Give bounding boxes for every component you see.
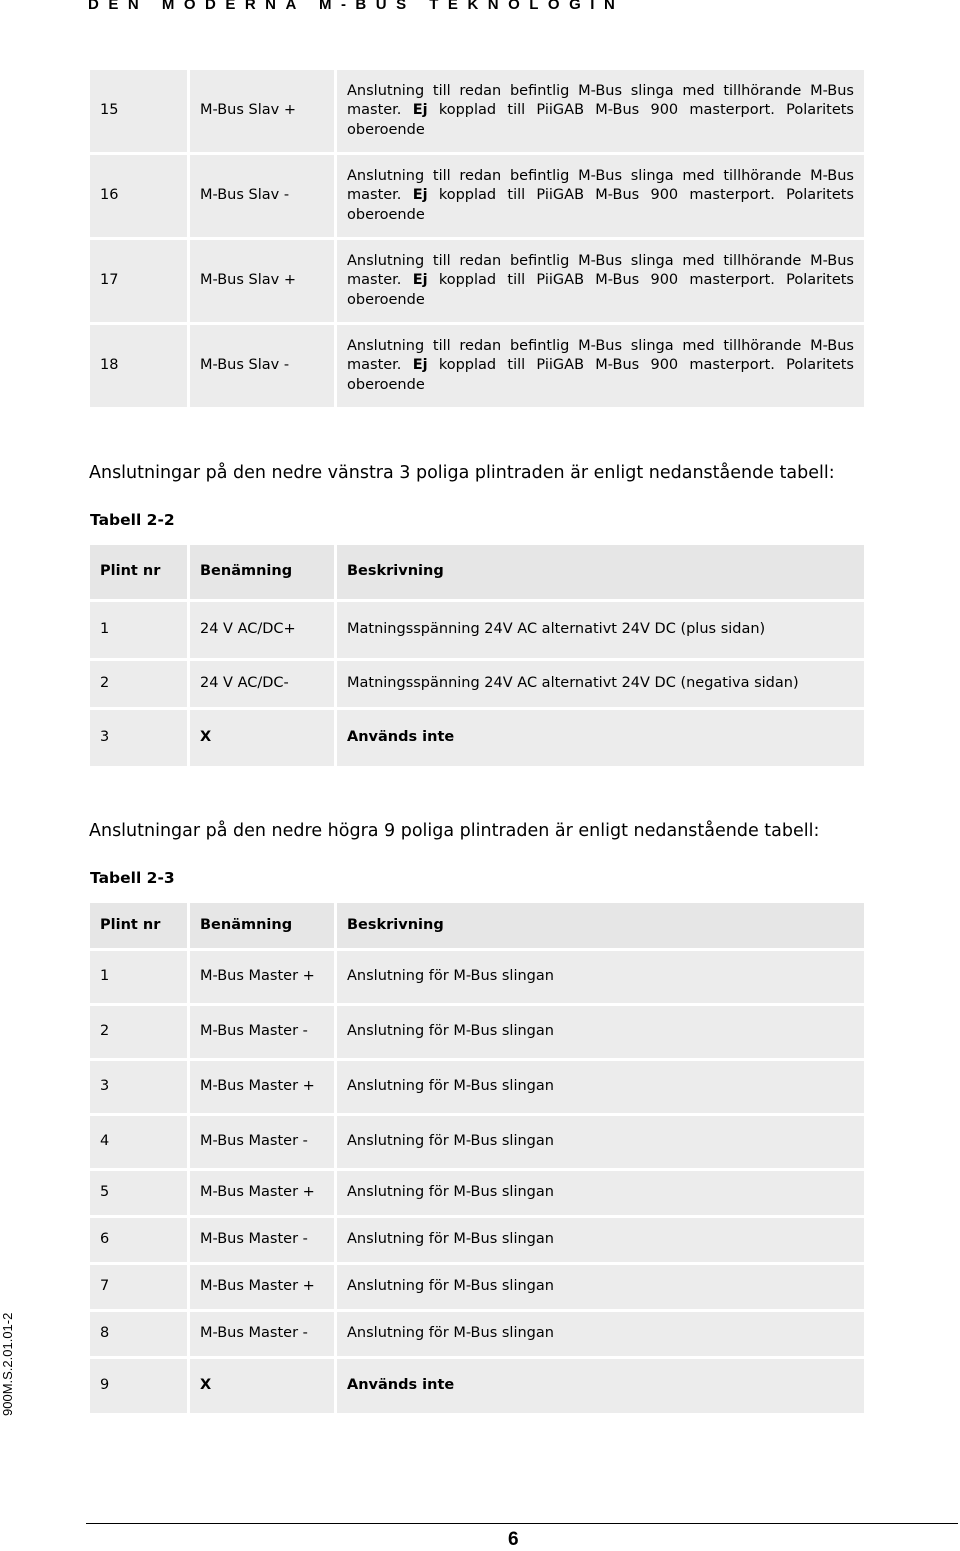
plint-nr: 5 bbox=[90, 1171, 187, 1215]
plint-description: Anslutning till redan befintlig M-Bus slinga med tillhörande M-Bus master. Ej kopplad till PiiGAB M-Bus 900 masterport. Polaritets oberoende bbox=[337, 155, 864, 237]
table-row bbox=[90, 710, 864, 766]
table-row bbox=[90, 1061, 864, 1113]
table-row bbox=[90, 1116, 864, 1168]
plint-nr: 3 bbox=[90, 1061, 187, 1113]
plint-name: X bbox=[190, 710, 334, 766]
table-row bbox=[90, 602, 864, 658]
table-header-row bbox=[90, 545, 864, 599]
table-row bbox=[90, 951, 864, 1003]
page-number: 6 bbox=[508, 1529, 519, 1550]
plint-description: Anslutning för M-Bus slingan bbox=[337, 1061, 864, 1113]
plint-description: Anslutning till redan befintlig M-Bus slinga med tillhörande M-Bus master. Ej kopplad till PiiGAB M-Bus 900 masterport. Polaritets oberoende bbox=[337, 325, 864, 407]
header-plint-nr: Plint nr bbox=[90, 903, 187, 948]
terminal-table-2-3 bbox=[87, 900, 867, 1416]
table-row bbox=[90, 325, 864, 407]
plint-nr: 4 bbox=[90, 1116, 187, 1168]
plint-name: M-Bus Slav - bbox=[190, 325, 334, 407]
plint-description: Anslutning för M-Bus slingan bbox=[337, 1265, 864, 1309]
terminal-table-2-2 bbox=[87, 542, 867, 769]
plint-description: Matningsspänning 24V AC alternativt 24V DC (plus sidan) bbox=[337, 602, 864, 658]
plint-nr: 15 bbox=[90, 70, 187, 152]
plint-name: 24 V AC/DC- bbox=[190, 661, 334, 707]
header-plint-nr: Plint nr bbox=[90, 545, 187, 599]
plint-name: M-Bus Slav - bbox=[190, 155, 334, 237]
plint-nr: 9 bbox=[90, 1359, 187, 1413]
plint-nr: 1 bbox=[90, 602, 187, 658]
plint-name: M-Bus Master - bbox=[190, 1116, 334, 1168]
table-row bbox=[90, 1218, 864, 1262]
plint-name: X bbox=[190, 1359, 334, 1413]
plint-nr: 7 bbox=[90, 1265, 187, 1309]
plint-description: Anslutning för M-Bus slingan bbox=[337, 1218, 864, 1262]
plint-nr: 2 bbox=[90, 1006, 187, 1058]
document-code: 900M.S.2.01.01-2 bbox=[0, 1312, 15, 1416]
header-benamning: Benämning bbox=[190, 545, 334, 599]
plint-description: Matningsspänning 24V AC alternativt 24V DC (negativa sidan) bbox=[337, 661, 864, 707]
plint-description: Anslutning för M-Bus slingan bbox=[337, 1116, 864, 1168]
plint-description: Anslutning till redan befintlig M-Bus slinga med tillhörande M-Bus master. Ej kopplad till PiiGAB M-Bus 900 masterport. Polaritets oberoende bbox=[337, 240, 864, 322]
plint-nr: 18 bbox=[90, 325, 187, 407]
plint-description: Anslutning för M-Bus slingan bbox=[337, 951, 864, 1003]
table-row bbox=[90, 1265, 864, 1309]
table-row bbox=[90, 661, 864, 707]
running-header: DEN MODERNA M-BUS TEKNOLOGIN bbox=[88, 0, 625, 13]
footer-rule bbox=[86, 1523, 958, 1524]
table-row bbox=[90, 240, 864, 322]
table-row bbox=[90, 1171, 864, 1215]
header-beskrivning: Beskrivning bbox=[337, 545, 864, 599]
plint-description: Anslutning för M-Bus slingan bbox=[337, 1171, 864, 1215]
plint-name: M-Bus Slav + bbox=[190, 240, 334, 322]
plint-nr: 3 bbox=[90, 710, 187, 766]
plint-nr: 8 bbox=[90, 1312, 187, 1356]
plint-description: Används inte bbox=[337, 1359, 864, 1413]
plint-description: Anslutning för M-Bus slingan bbox=[337, 1312, 864, 1356]
plint-name: M-Bus Master + bbox=[190, 1265, 334, 1309]
terminal-table-upper bbox=[87, 67, 867, 410]
table-row bbox=[90, 1006, 864, 1058]
plint-nr: 6 bbox=[90, 1218, 187, 1262]
section-intro-right-terminals: Anslutningar på den nedre högra 9 poliga plintraden är enligt nedanstående tabell: bbox=[89, 821, 820, 841]
plint-description: Används inte bbox=[337, 710, 864, 766]
plint-name: M-Bus Slav + bbox=[190, 70, 334, 152]
header-beskrivning: Beskrivning bbox=[337, 903, 864, 948]
plint-name: M-Bus Master - bbox=[190, 1312, 334, 1356]
table-row bbox=[90, 1359, 864, 1413]
plint-name: 24 V AC/DC+ bbox=[190, 602, 334, 658]
table-row bbox=[90, 70, 864, 152]
plint-nr: 17 bbox=[90, 240, 187, 322]
plint-nr: 16 bbox=[90, 155, 187, 237]
plint-nr: 1 bbox=[90, 951, 187, 1003]
plint-name: M-Bus Master + bbox=[190, 951, 334, 1003]
plint-name: M-Bus Master + bbox=[190, 1061, 334, 1113]
section-intro-left-terminals: Anslutningar på den nedre vänstra 3 poliga plintraden är enligt nedanstående tabell: bbox=[89, 463, 835, 483]
table-caption-2-3: Tabell 2-3 bbox=[90, 869, 175, 887]
plint-description: Anslutning till redan befintlig M-Bus slinga med tillhörande M-Bus master. Ej kopplad till PiiGAB M-Bus 900 masterport. Polaritets oberoende bbox=[337, 70, 864, 152]
table-row bbox=[90, 155, 864, 237]
plint-name: M-Bus Master + bbox=[190, 1171, 334, 1215]
table-header-row bbox=[90, 903, 864, 948]
header-benamning: Benämning bbox=[190, 903, 334, 948]
plint-description: Anslutning för M-Bus slingan bbox=[337, 1006, 864, 1058]
table-caption-2-2: Tabell 2-2 bbox=[90, 511, 175, 529]
table-row bbox=[90, 1312, 864, 1356]
plint-name: M-Bus Master - bbox=[190, 1006, 334, 1058]
plint-name: M-Bus Master - bbox=[190, 1218, 334, 1262]
plint-nr: 2 bbox=[90, 661, 187, 707]
